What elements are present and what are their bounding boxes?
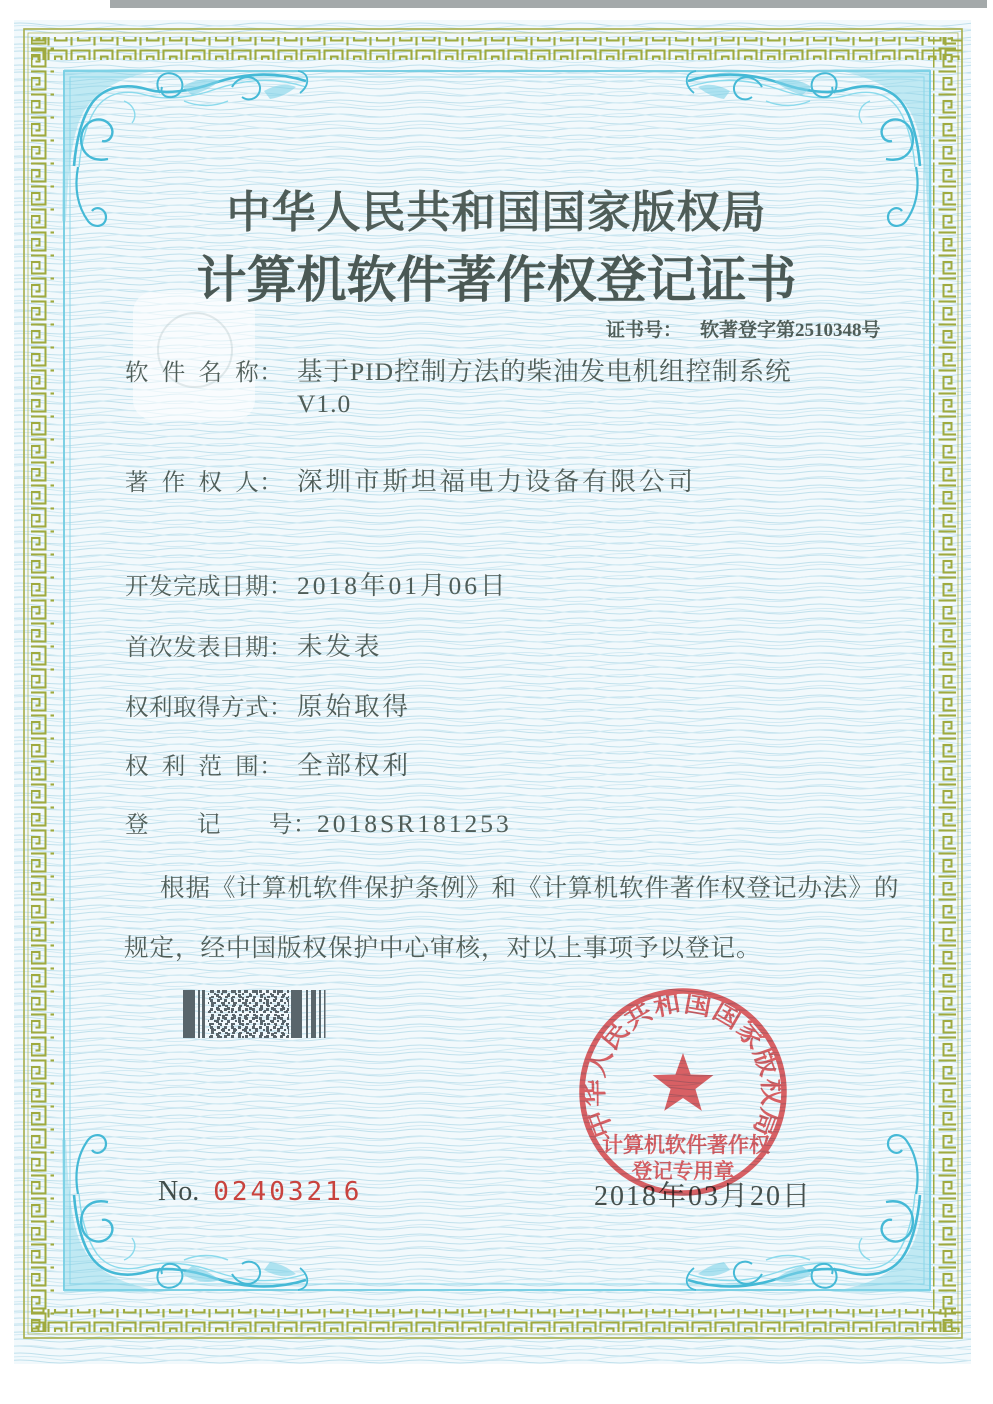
- field-label: 登 记 号：: [125, 812, 317, 838]
- seal-inner-line-2: 登记专用章: [631, 1161, 735, 1183]
- field-label: 首次发表日期：: [125, 635, 293, 661]
- certificate-number-value: 软著登字第2510348号: [700, 320, 881, 341]
- field-value: 全部权利: [297, 751, 412, 780]
- field-label: 权利取得方式：: [125, 695, 293, 721]
- certificate-number-label: 证书号：: [606, 320, 683, 341]
- seal-inner-line-1: 计算机软件著作权: [602, 1133, 770, 1157]
- certificate-title: 计算机软件著作权登记证书: [196, 252, 797, 308]
- statement-line-1: 根据《计算机软件保护条例》和《计算机软件著作权登记办法》的: [160, 875, 900, 902]
- issue-date: 2018年03月20日: [594, 1181, 813, 1212]
- serial-label: No.: [158, 1176, 200, 1207]
- field-label: 软 件 名 称：: [125, 360, 284, 386]
- field-value: 未发表: [297, 632, 383, 661]
- field-value: 原始取得: [297, 692, 412, 721]
- field-label: 开发完成日期：: [125, 574, 293, 600]
- software-version: V1.0: [297, 389, 352, 418]
- field-label: 权 利 范 围：: [125, 754, 284, 780]
- statement-line-2: 规定，经中国版权保护中心审核，对以上事项予以登记。: [124, 935, 762, 962]
- field-value: 2018SR181253: [317, 809, 512, 838]
- field-value: 深圳市斯坦福电力设备有限公司: [297, 467, 697, 496]
- field-value: 2018年01月06日: [297, 571, 509, 600]
- issuer-title: 中华人民共和国国家版权局: [226, 188, 767, 237]
- field-value: 基于PID控制方法的柴油发电机组控制系统: [297, 357, 792, 386]
- seal-star-icon: [653, 1053, 714, 1111]
- scan-edge-artifact: [110, 0, 987, 8]
- seal-ring-text: 中华人民共和国国家版权局: [578, 987, 788, 1142]
- serial-number: 02403216: [213, 1177, 363, 1207]
- field-label: 著 作 权 人：: [125, 470, 284, 496]
